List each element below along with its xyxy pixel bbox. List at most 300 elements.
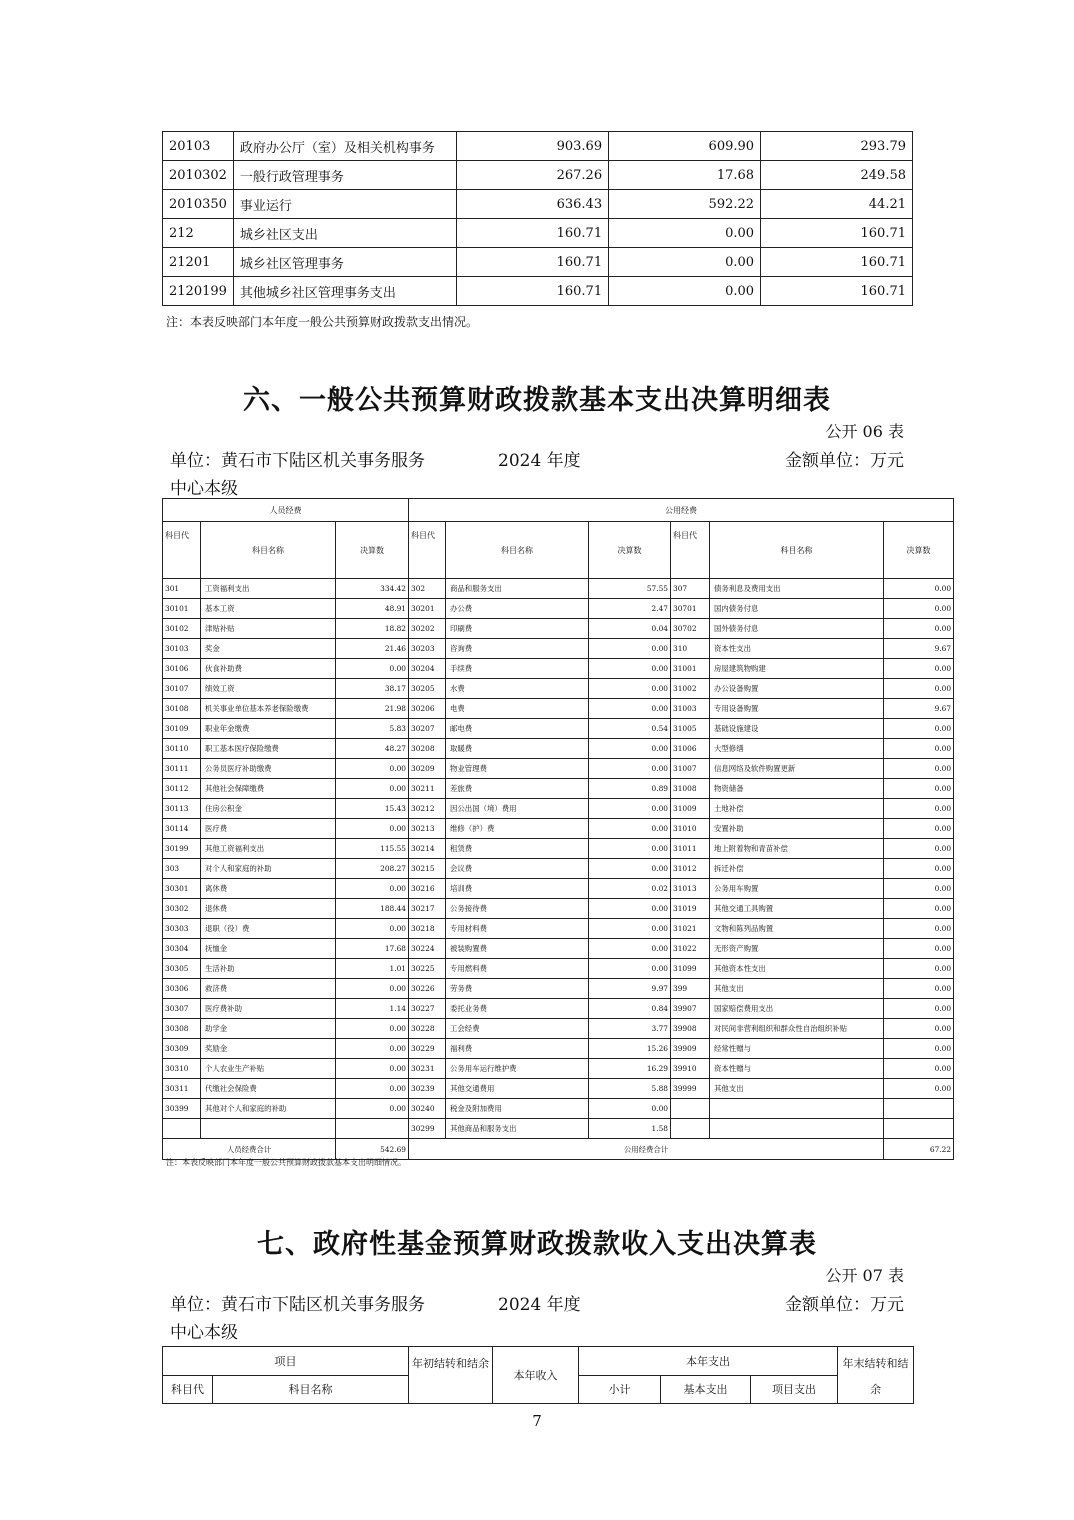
cell-value: 0.00 (589, 1099, 671, 1119)
cell-name: 安置补助 (710, 819, 884, 839)
header-expense: 本年支出 (579, 1347, 838, 1376)
cell-name: 税金及附加费用 (446, 1099, 589, 1119)
cell-name: 专用设备购置 (710, 699, 884, 719)
cell-code: 30399 (163, 1099, 201, 1119)
header-personnel: 人员经费 (163, 499, 409, 522)
cell-value: 1.01 (336, 959, 409, 979)
cell-code: 2010302 (163, 161, 234, 190)
cell-code: 30101 (163, 599, 201, 619)
cell-name: 其他工资福利支出 (201, 839, 336, 859)
cell-name: 奖励金 (201, 1039, 336, 1059)
cell-project: 160.71 (761, 248, 913, 277)
cell-code: 30205 (409, 679, 446, 699)
cell-code: 30203 (409, 639, 446, 659)
cell-code (671, 1099, 710, 1119)
cell-value: 48.91 (336, 599, 409, 619)
cell-value: 0.00 (884, 1019, 954, 1039)
cell-name: 医疗费补助 (201, 999, 336, 1019)
cell-name: 其他交通费用 (446, 1079, 589, 1099)
section7-unit-line2: 中心本级 (170, 1323, 238, 1343)
cell-value: 0.00 (589, 839, 671, 859)
cell-code: 30309 (163, 1039, 201, 1059)
table-row (163, 719, 954, 739)
cell-code: 31005 (671, 719, 710, 739)
cell-name: 无形资产购置 (710, 939, 884, 959)
cell-name: 对民间非营利组织和群众性自治组织补贴 (710, 1019, 884, 1039)
cell-code: 31002 (671, 679, 710, 699)
cell-value: 1.14 (336, 999, 409, 1019)
cell-name: 信息网络及软件购置更新 (710, 759, 884, 779)
cell-name: 债务利息及费用支出 (710, 579, 884, 599)
table-row (163, 759, 954, 779)
table-row (163, 699, 954, 719)
cell-name: 取暖费 (446, 739, 589, 759)
table-row (163, 1019, 954, 1039)
cell-basic: 609.90 (609, 132, 761, 161)
cell-code: 39999 (671, 1079, 710, 1099)
cell-value: 0.00 (336, 1079, 409, 1099)
table6-note: 注：本表反映部门本年度一般公共预算财政拨款基本支出明细情况。 (166, 1158, 406, 1167)
table-row (163, 959, 954, 979)
cell-name: 工会经费 (446, 1019, 589, 1039)
cell-code: 30204 (409, 659, 446, 679)
table-row (163, 1039, 954, 1059)
cell-basic: 592.22 (609, 190, 761, 219)
total-public-label: 公用经费合计 (409, 1139, 884, 1160)
cell-code: 31007 (671, 759, 710, 779)
cell-value: 48.27 (336, 739, 409, 759)
cell-total: 160.71 (457, 277, 609, 306)
cell-code: 30302 (163, 899, 201, 919)
cell-name: 水费 (446, 679, 589, 699)
cell-value: 0.00 (589, 959, 671, 979)
cell-code: 30304 (163, 939, 201, 959)
cell-name: 职业年金缴费 (201, 719, 336, 739)
cell-value: 0.00 (884, 1079, 954, 1099)
cell-value: 0.00 (884, 1059, 954, 1079)
cell-basic: 0.00 (609, 219, 761, 248)
cell-name: 电费 (446, 699, 589, 719)
cell-code: 31011 (671, 839, 710, 859)
header-public: 公用经费 (409, 499, 954, 522)
col-code: 科目代 (163, 522, 201, 579)
section6-year: 2024 年度 (498, 451, 581, 471)
cell-name: 商品和服务支出 (446, 579, 589, 599)
cell-code: 30215 (409, 859, 446, 879)
section6-unit: 单位：黄石市下陆区机关事务服务 (170, 451, 425, 471)
cell-name: 其他社会保障缴费 (201, 779, 336, 799)
cell-value: 0.00 (589, 899, 671, 919)
cell-code: 212 (163, 219, 234, 248)
header-code: 科目代 (163, 1375, 213, 1404)
cell-name (710, 1119, 884, 1139)
header-name: 科目名称 (213, 1375, 409, 1404)
cell-value: 0.00 (884, 659, 954, 679)
table-row (163, 1059, 954, 1079)
cell-code: 303 (163, 859, 201, 879)
table-row (163, 579, 954, 599)
cell-value: 15.26 (589, 1039, 671, 1059)
cell-value: 0.02 (589, 879, 671, 899)
total-personnel-value: 542.69 (336, 1139, 409, 1160)
cell-code: 2010350 (163, 190, 234, 219)
table-row (163, 1119, 954, 1139)
cell-code: 31021 (671, 919, 710, 939)
table-row (163, 679, 954, 699)
cell-value: 17.68 (336, 939, 409, 959)
cell-value: 0.00 (589, 859, 671, 879)
cell-code: 39910 (671, 1059, 710, 1079)
cell-value: 0.00 (589, 919, 671, 939)
cell-name: 地上附着物和青苗补偿 (710, 839, 884, 859)
cell-code (163, 1119, 201, 1139)
cell-name: 城乡社区支出 (233, 219, 456, 248)
cell-value: 0.00 (589, 639, 671, 659)
cell-code: 30211 (409, 779, 446, 799)
cell-code: 307 (671, 579, 710, 599)
cell-value (884, 1119, 954, 1139)
cell-name: 培训费 (446, 879, 589, 899)
cell-code: 301 (163, 579, 201, 599)
cell-value: 21.98 (336, 699, 409, 719)
cell-name: 奖金 (201, 639, 336, 659)
cell-name: 津贴补贴 (201, 619, 336, 639)
cell-value: 0.00 (589, 739, 671, 759)
cell-code: 31022 (671, 939, 710, 959)
cell-name: 事业运行 (233, 190, 456, 219)
cell-value: 38.17 (336, 679, 409, 699)
cell-value: 0.00 (884, 719, 954, 739)
cell-name: 离休费 (201, 879, 336, 899)
total-public-value: 67.22 (884, 1139, 954, 1160)
cell-basic: 0.00 (609, 248, 761, 277)
header-begin-balance: 年初结转和结余 (409, 1347, 493, 1404)
cell-project: 249.58 (761, 161, 913, 190)
cell-name: 国内债务付息 (710, 599, 884, 619)
cell-value: 0.00 (884, 939, 954, 959)
cell-value: 9.67 (884, 699, 954, 719)
cell-value: 18.82 (336, 619, 409, 639)
cell-name: 办公设备购置 (710, 679, 884, 699)
table-row (163, 1079, 954, 1099)
cell-code: 30111 (163, 759, 201, 779)
cell-value: 5.88 (589, 1079, 671, 1099)
cell-name: 生活补助 (201, 959, 336, 979)
cell-value: 16.29 (589, 1059, 671, 1079)
cell-name: 基础设施建设 (710, 719, 884, 739)
cell-code: 30218 (409, 919, 446, 939)
section6-currency: 金额单位：万元 (785, 451, 904, 471)
cell-code: 39908 (671, 1019, 710, 1039)
cell-code: 30217 (409, 899, 446, 919)
cell-value: 0.00 (884, 799, 954, 819)
cell-code: 31009 (671, 799, 710, 819)
cell-code: 30112 (163, 779, 201, 799)
cell-value: 0.00 (589, 699, 671, 719)
cell-code: 39907 (671, 999, 710, 1019)
section7-year: 2024 年度 (498, 1295, 581, 1315)
cell-name: 公务用车运行维护费 (446, 1059, 589, 1079)
cell-value: 0.00 (884, 619, 954, 639)
cell-project: 160.71 (761, 219, 913, 248)
cell-value (884, 1099, 954, 1119)
cell-total: 267.26 (457, 161, 609, 190)
cell-code: 30224 (409, 939, 446, 959)
cell-name: 绩效工资 (201, 679, 336, 699)
cell-code: 30227 (409, 999, 446, 1019)
cell-name: 其他支出 (710, 1079, 884, 1099)
cell-value: 0.00 (336, 659, 409, 679)
cell-value: 5.83 (336, 719, 409, 739)
cell-code: 30102 (163, 619, 201, 639)
cell-name: 资本性赠与 (710, 1059, 884, 1079)
cell-code: 30212 (409, 799, 446, 819)
cell-value: 0.00 (336, 779, 409, 799)
cell-name: 退职（役）费 (201, 919, 336, 939)
cell-value: 0.00 (589, 659, 671, 679)
col-name: 科目名称 (201, 522, 336, 579)
cell-name: 退休费 (201, 899, 336, 919)
fund-budget-table (162, 1346, 914, 1404)
cell-name: 其他商品和服务支出 (446, 1119, 589, 1139)
cell-value: 0.00 (884, 819, 954, 839)
cell-name: 劳务费 (446, 979, 589, 999)
cell-name: 医疗费 (201, 819, 336, 839)
cell-name: 邮电费 (446, 719, 589, 739)
cell-value: 0.00 (589, 799, 671, 819)
cell-value: 0.00 (884, 679, 954, 699)
cell-name: 代缴社会保险费 (201, 1079, 336, 1099)
cell-name: 抚恤金 (201, 939, 336, 959)
table-row (163, 599, 954, 619)
section7-currency: 金额单位：万元 (785, 1295, 904, 1315)
cell-code: 31006 (671, 739, 710, 759)
table-row (163, 899, 954, 919)
basic-expense-detail-table (162, 498, 954, 1160)
cell-value: 0.00 (884, 599, 954, 619)
cell-name: 其他对个人和家庭的补助 (201, 1099, 336, 1119)
table-row (163, 739, 954, 759)
cell-code: 31099 (671, 959, 710, 979)
table-row (163, 919, 954, 939)
cell-code: 31019 (671, 899, 710, 919)
cell-name: 住房公积金 (201, 799, 336, 819)
cell-code: 30216 (409, 879, 446, 899)
cell-code: 30228 (409, 1019, 446, 1039)
section6-tag: 公开 06 表 (825, 422, 904, 441)
cell-value: 3.77 (589, 1019, 671, 1039)
cell-value: 0.84 (589, 999, 671, 1019)
table-row (163, 190, 913, 219)
cell-name (710, 1099, 884, 1119)
total-personnel-label: 人员经费合计 (163, 1139, 336, 1160)
table-row (163, 132, 913, 161)
cell-code: 30226 (409, 979, 446, 999)
cell-code: 30239 (409, 1079, 446, 1099)
cell-value: 0.00 (884, 999, 954, 1019)
cell-value: 115.55 (336, 839, 409, 859)
header-subtotal: 小计 (579, 1375, 661, 1404)
cell-name: 工资福利支出 (201, 579, 336, 599)
cell-value: 0.00 (336, 919, 409, 939)
table-row (163, 839, 954, 859)
table-row (163, 939, 954, 959)
table-row (163, 219, 913, 248)
cell-value: 9.97 (589, 979, 671, 999)
cell-code: 21201 (163, 248, 234, 277)
cell-code: 30103 (163, 639, 201, 659)
cell-total: 903.69 (457, 132, 609, 161)
cell-code: 30201 (409, 599, 446, 619)
cell-value: 0.00 (884, 839, 954, 859)
header-item: 项目 (163, 1347, 409, 1376)
cell-code: 30310 (163, 1059, 201, 1079)
col-value: 决算数 (884, 522, 954, 579)
cell-name: 因公出国（境）费用 (446, 799, 589, 819)
cell-code: 30701 (671, 599, 710, 619)
cell-name: 基本工资 (201, 599, 336, 619)
cell-name: 文物和陈列品购置 (710, 919, 884, 939)
cell-name: 公务用车购置 (710, 879, 884, 899)
cell-code: 310 (671, 639, 710, 659)
cell-name: 印刷费 (446, 619, 589, 639)
page-number: 7 (532, 1412, 542, 1430)
cell-code: 30209 (409, 759, 446, 779)
cell-value: 0.04 (589, 619, 671, 639)
cell-code: 30199 (163, 839, 201, 859)
table-row (163, 999, 954, 1019)
cell-name: 公务员医疗补助缴费 (201, 759, 336, 779)
cell-code: 30308 (163, 1019, 201, 1039)
cell-value: 0.00 (884, 1039, 954, 1059)
cell-value: 0.00 (336, 1039, 409, 1059)
cell-name: 会议费 (446, 859, 589, 879)
cell-code: 30303 (163, 919, 201, 939)
cell-value (336, 1119, 409, 1139)
table-row (163, 799, 954, 819)
cell-value: 0.00 (336, 759, 409, 779)
cell-code: 30305 (163, 959, 201, 979)
cell-name: 被装购置费 (446, 939, 589, 959)
cell-value: 0.00 (884, 979, 954, 999)
cell-name: 土地补偿 (710, 799, 884, 819)
cell-name: 办公费 (446, 599, 589, 619)
cell-name: 委托业务费 (446, 999, 589, 1019)
cell-code: 302 (409, 579, 446, 599)
cell-code: 30208 (409, 739, 446, 759)
cell-project: 293.79 (761, 132, 913, 161)
cell-value: 0.00 (884, 739, 954, 759)
cell-code: 2120199 (163, 277, 234, 306)
cell-code: 30114 (163, 819, 201, 839)
cell-value: 0.00 (884, 579, 954, 599)
cell-code: 30231 (409, 1059, 446, 1079)
cell-value: 0.00 (589, 759, 671, 779)
cell-total: 160.71 (457, 219, 609, 248)
table5-note: 注：本表反映部门本年度一般公共预算财政拨款支出情况。 (166, 315, 479, 329)
cell-name (201, 1119, 336, 1139)
table-row (163, 859, 954, 879)
cell-value: 9.67 (884, 639, 954, 659)
cell-code: 31001 (671, 659, 710, 679)
cell-name: 福利费 (446, 1039, 589, 1059)
cell-value: 15.43 (336, 799, 409, 819)
table-row (163, 979, 954, 999)
cell-name: 其他支出 (710, 979, 884, 999)
table-row (163, 161, 913, 190)
cell-value: 188.44 (336, 899, 409, 919)
cell-code: 31003 (671, 699, 710, 719)
cell-name: 对个人和家庭的补助 (201, 859, 336, 879)
cell-name: 助学金 (201, 1019, 336, 1039)
cell-name: 国家赔偿费用支出 (710, 999, 884, 1019)
cell-code: 20103 (163, 132, 234, 161)
cell-value: 334.42 (336, 579, 409, 599)
col-value: 决算数 (336, 522, 409, 579)
cell-name: 国外债务付息 (710, 619, 884, 639)
cell-code: 30229 (409, 1039, 446, 1059)
cell-value: 0.00 (336, 879, 409, 899)
cell-code: 30108 (163, 699, 201, 719)
table-row (163, 619, 954, 639)
cell-value: 0.00 (589, 939, 671, 959)
table-row (163, 879, 954, 899)
cell-name: 公务接待费 (446, 899, 589, 919)
cell-code: 30306 (163, 979, 201, 999)
cell-name: 个人农业生产补贴 (201, 1059, 336, 1079)
cell-value: 0.00 (336, 1059, 409, 1079)
cell-code (671, 1119, 710, 1139)
cell-total: 636.43 (457, 190, 609, 219)
cell-value: 0.00 (336, 1099, 409, 1119)
section6-unit-line2: 中心本级 (170, 479, 238, 499)
cell-name: 拆迁补偿 (710, 859, 884, 879)
table-row (163, 819, 954, 839)
cell-code: 30311 (163, 1079, 201, 1099)
cell-name: 职工基本医疗保险缴费 (201, 739, 336, 759)
cell-code: 30106 (163, 659, 201, 679)
cell-name: 维修（护）费 (446, 819, 589, 839)
cell-value: 2.47 (589, 599, 671, 619)
cell-value: 0.00 (336, 979, 409, 999)
cell-name: 资本性支出 (710, 639, 884, 659)
cell-value: 0.00 (884, 879, 954, 899)
table-row (163, 639, 954, 659)
cell-value: 0.00 (884, 859, 954, 879)
cell-name: 经常性赠与 (710, 1039, 884, 1059)
cell-name: 租赁费 (446, 839, 589, 859)
col-name: 科目名称 (446, 522, 589, 579)
cell-name: 房屋建筑物购建 (710, 659, 884, 679)
cell-project: 44.21 (761, 190, 913, 219)
cell-code: 30702 (671, 619, 710, 639)
cell-code: 39909 (671, 1039, 710, 1059)
col-code: 科目代 (409, 522, 446, 579)
cell-name: 物资储备 (710, 779, 884, 799)
cell-basic: 17.68 (609, 161, 761, 190)
table-row (163, 779, 954, 799)
cell-code: 31013 (671, 879, 710, 899)
cell-value: 0.00 (336, 1019, 409, 1039)
budget-expense-table (162, 131, 913, 306)
cell-code: 30109 (163, 719, 201, 739)
cell-value: 57.55 (589, 579, 671, 599)
table-row (163, 277, 913, 306)
cell-value: 0.00 (589, 819, 671, 839)
cell-name: 城乡社区管理事务 (233, 248, 456, 277)
cell-code: 30213 (409, 819, 446, 839)
cell-code: 30240 (409, 1099, 446, 1119)
